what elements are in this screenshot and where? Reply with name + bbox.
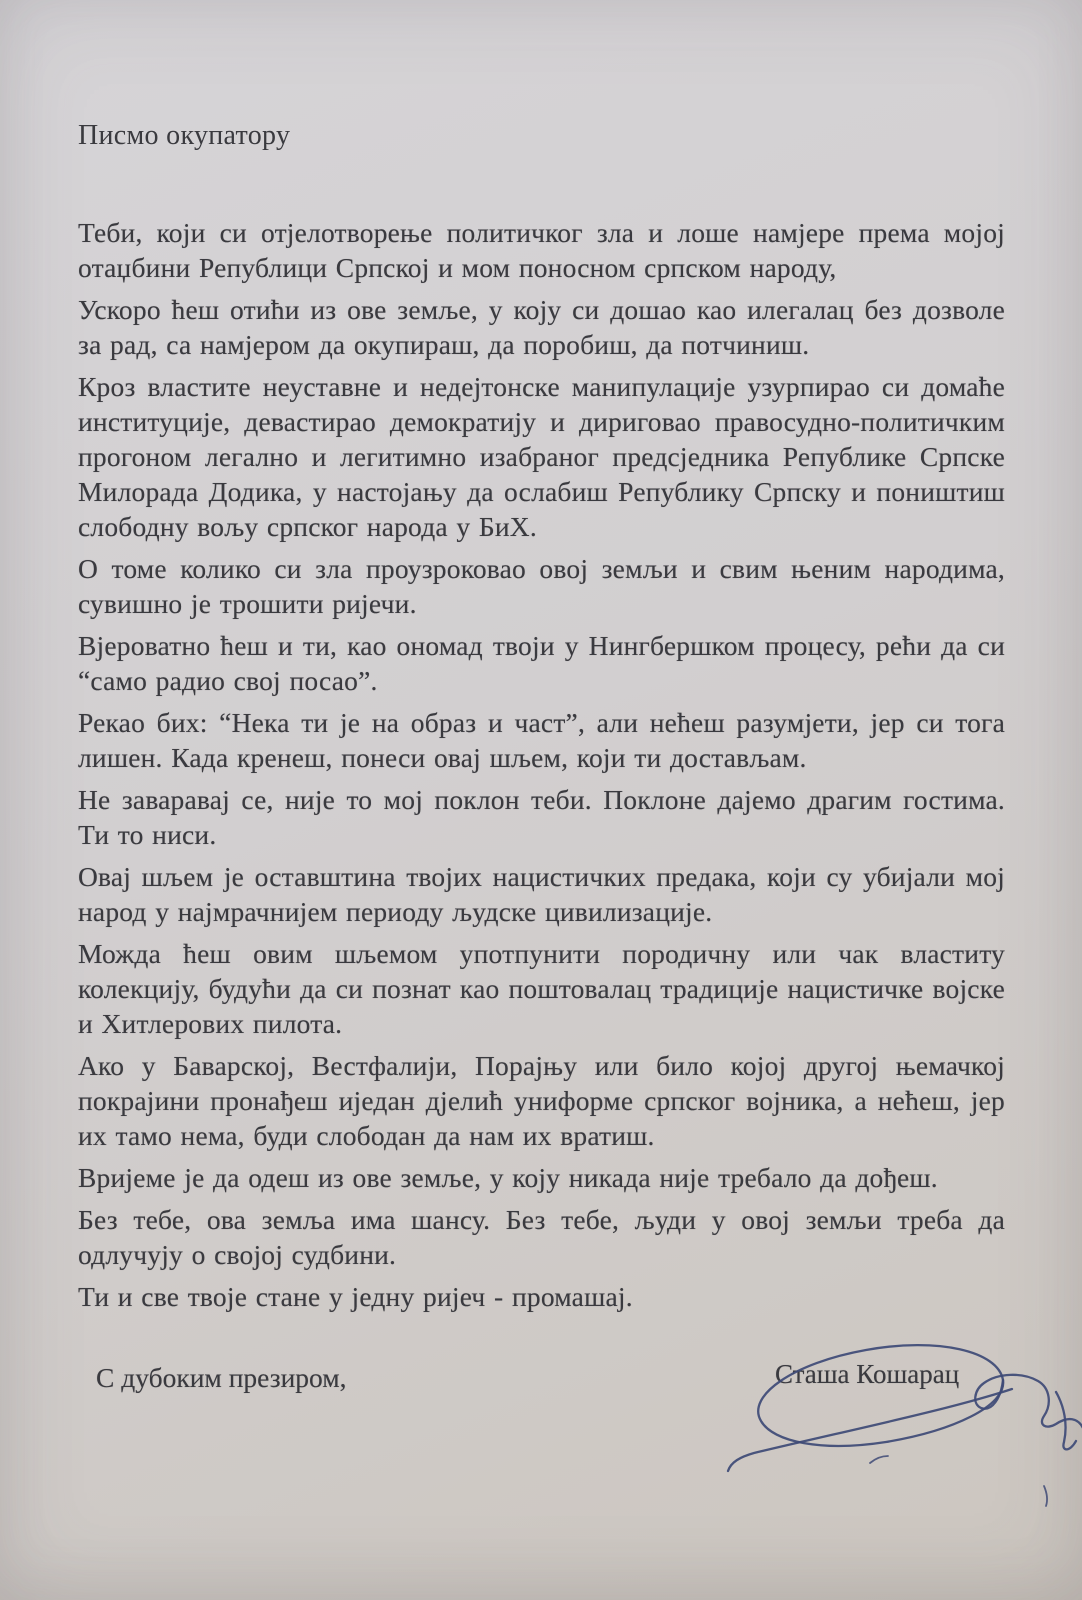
letter-paragraph: Кроз властите неуставне и недејтонске манипулације узурпирао си домаће институције, девастирао демократију и дириговао правосудно-политичким прогоном легално и легитимно изабраног предсједника Републике Српске Милорада Додика, у настојању да ослабиш Републику Српску и поништиш слободну вољу српског народа у БиХ. <box>78 371 1005 542</box>
letter-paragraph: Вријеме је да одеш из ове земље, у коју никада није требало да дођеш. <box>78 1162 938 1193</box>
letter-paragraph: Вјероватно ћеш и ти, као ономад твоји у Нингбершком процесу, рећи да си “само радио свој посао”. <box>78 630 1005 696</box>
letter-paragraph: Без тебе, ова земља има шансу. Без тебе, људи у овој земљи треба да одлучују о својој судбини. <box>78 1204 1005 1270</box>
letter-title: Писмо окупатору <box>78 120 291 151</box>
letter-paragraph: Теби, који си отјелотворење политичког зла и лоше намјере према мојој отаџбини Републици Српској и мом поносном српском народу, <box>78 217 1005 283</box>
signature-hook-stroke <box>1056 1392 1076 1449</box>
pen-mark-dash <box>870 1456 888 1463</box>
letter-closing: С дубоким презиром, <box>96 1362 347 1393</box>
signature-diagonal-stroke <box>728 1389 1012 1471</box>
letter-paragraph: Ускоро ћеш отићи из ове земље, у коју си дошао као илегалац без дозволе за рад, са намјером да окупираш, да поробиш, да потчиниш. <box>78 294 1005 360</box>
letter-paragraph: Ако у Баварској, Вестфалији, Порајњу или било којој другој њемачкој покрајини пронађеш иједан дјелић униформе српског војника, а нећеш, јер их тамо нема, буди слободан да нам их вратиш. <box>78 1050 1005 1151</box>
letter-paragraph: Не заваравај се, није то мој поклон теби. Поклоне дајемо драгим гостима. Ти то ниси. <box>78 784 1005 850</box>
letter-paragraph: Можда ћеш овим шљемом употпунити породичну или чак властиту колекцију, будући да си познат као поштовалац традиције нацистичке војске и Хитлерових пилота. <box>78 938 1005 1039</box>
letter-paragraph: Рекао бих: “Нека ти је на образ и част”, али нећеш разумјети, јер си тога лишен. Када кренеш, понеси овај шљем, који ти достављам. <box>78 707 1005 773</box>
letter-body <box>78 215 1005 1314</box>
letter-paragraph: О томе колико си зла проузроковао овој земљи и свим њеним народима, сувишно је трошити ријечи. <box>78 553 1005 619</box>
letter-paragraph: Ти и све твоје стане у једну ријеч - промашај. <box>78 1281 633 1312</box>
pen-mark-tick <box>1044 1486 1047 1506</box>
letter-paragraph: Овај шљем је оставштина твојих нацистичких предака, који су убијали мој народ у најмрачнијем периоду људске цивилизације. <box>78 861 1005 927</box>
signature-name: Сташа Кошарац <box>775 1359 960 1389</box>
